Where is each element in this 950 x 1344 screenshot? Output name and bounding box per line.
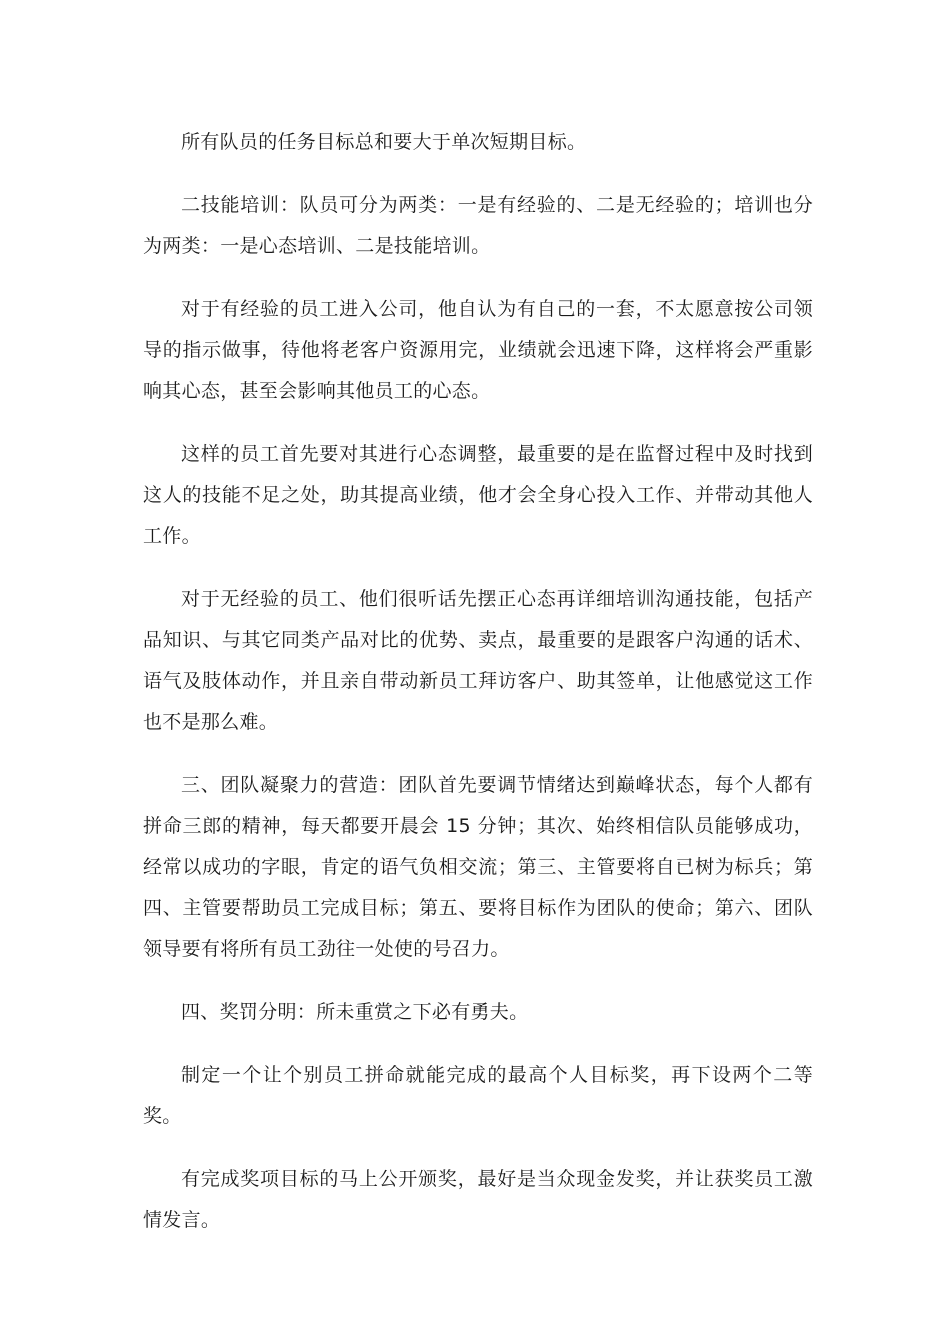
paragraph-rewards-penalties: 四、奖罚分明：所未重赏之下必有勇夫。 <box>181 1001 529 1023</box>
paragraph-mindset-adjustment: 这样的员工首先要对其进行心态调整，最重要的是在监督过程中及时找到这人的技能不足之处，助其提高业绩，他才会全身心投入工作、并带动其他人工作。 <box>143 443 813 547</box>
paragraph-team-goal: 所有队员的任务目标总和要大于单次短期目标。 <box>181 131 587 153</box>
paragraph-inexperienced-staff: 对于无经验的员工、他们很听话先摆正心态再详细培训沟通技能，包括产品知识、与其它同类产品对比的优势、卖点，最重要的是跟客户沟通的话术、语气及肢体动作，并且亲自带动新员工拜访客户、助其签单，让他感觉这工作也不是那么难。 <box>143 588 813 733</box>
paragraph-top-award: 制定一个让个别员工拼命就能完成的最高个人目标奖，再下设两个二等奖。 <box>143 1064 813 1127</box>
paragraph-skill-training: 二技能培训：队员可分为两类：一是有经验的、二是无经验的；培训也分为两类：一是心态培训、二是技能培训。 <box>143 194 813 257</box>
document-body <box>143 122 813 1241</box>
paragraph-award-ceremony: 有完成奖项目标的马上公开颁奖，最好是当众现金发奖，并让获奖员工激情发言。 <box>143 1168 813 1231</box>
paragraph-experienced-staff: 对于有经验的员工进入公司，他自认为有自己的一套，不太愿意按公司领导的指示做事，待他将老客户资源用完，业绩就会迅速下降，这样将会严重影响其心态，甚至会影响其他员工的心态。 <box>143 298 813 402</box>
paragraph-team-cohesion: 三、团队凝聚力的营造：团队首先要调节情绪达到巅峰状态，每个人都有拼命三郎的精神，每天都要开晨会 15 分钟；其次、始终相信队员能够成功，经常以成功的字眼，肯定的语气负相交流；第三、主管要将自已树为标兵；第四、主管要帮助员工完成目标；第五、要将目标作为团队的使命；第六、团队领导要有将所有员工劲往一处使的号召力。 <box>143 774 813 960</box>
